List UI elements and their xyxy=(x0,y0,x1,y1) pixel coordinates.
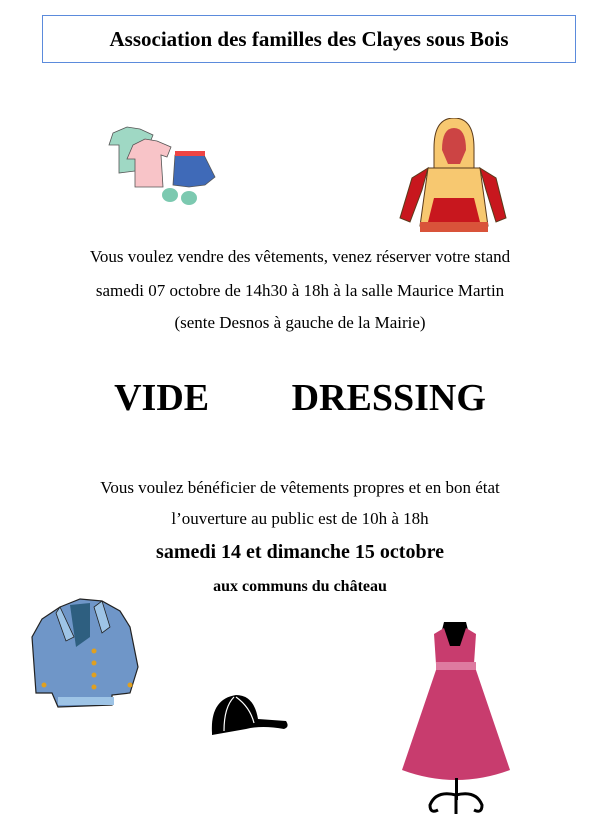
sellers-line-2: samedi 07 octobre de 14h30 à 18h à la salle Maurice Martin xyxy=(95,281,505,300)
association-title: Association des familles des Clayes sous Bois xyxy=(109,26,509,51)
cap-illustration xyxy=(210,693,292,737)
kids-clothes-illustration xyxy=(105,125,235,210)
jacket-illustration xyxy=(30,597,142,715)
event-place: aux communs du château xyxy=(213,578,387,595)
dress-on-mannequin-illustration xyxy=(400,620,515,816)
hoodie-illustration xyxy=(398,118,508,234)
event-dates: samedi 14 et dimanche 15 octobre xyxy=(156,541,444,563)
public-line-1: Vous voulez bénéficier de vêtements propres et en bon état xyxy=(100,478,500,497)
sellers-line-1: Vous voulez vendre des vêtements, venez réserver votre stand xyxy=(89,247,511,266)
event-name: VIDE DRESSING xyxy=(114,377,486,419)
public-line-2: l’ouverture au public est de 10h à 18h xyxy=(171,509,429,528)
sellers-line-3: (sente Desnos à gauche de la Mairie) xyxy=(174,313,426,332)
title-box xyxy=(42,15,576,63)
